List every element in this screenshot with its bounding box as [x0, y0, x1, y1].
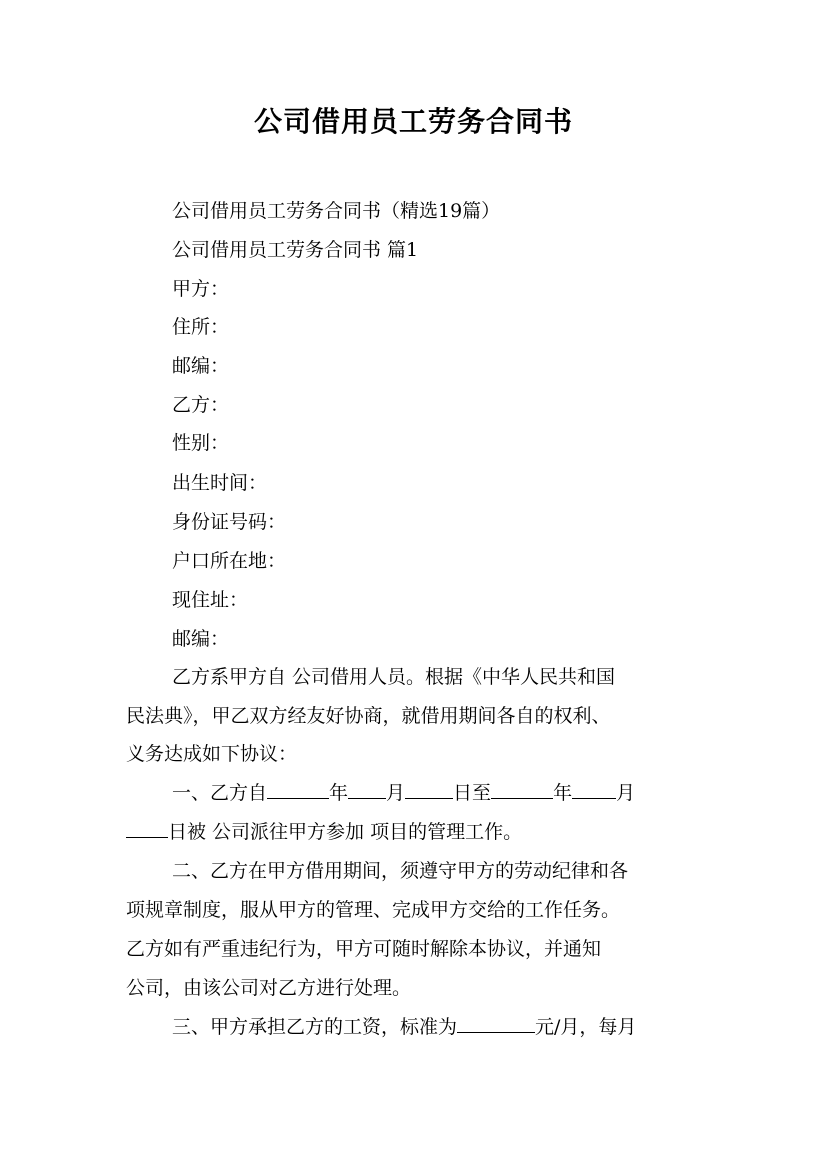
clause-1-text-end-month: 月	[616, 782, 636, 804]
field-party-a: 甲方：	[172, 278, 230, 300]
clause-1-line-2	[126, 817, 522, 847]
clause-3-line-1	[172, 1012, 636, 1042]
field-party-b: 乙方：	[172, 394, 230, 416]
blank-start-month	[348, 780, 386, 799]
intro-line-1: 乙方系甲方自 公司借用人员。根据《中华人民共和国	[172, 666, 616, 688]
clause-1-text-start: 一、乙方自	[172, 782, 268, 804]
blank-salary	[457, 1014, 535, 1033]
blank-end-month	[572, 780, 616, 799]
blank-end-year	[491, 780, 553, 799]
blank-start-day	[405, 780, 453, 799]
field-postcode-a: 邮编：	[172, 355, 230, 377]
field-address: 住所：	[172, 316, 230, 338]
clause-1-text-year: 年	[329, 782, 349, 804]
clause-3-text-start: 三、甲方承担乙方的工资，标准为	[172, 1016, 458, 1038]
field-current-address: 现住址：	[172, 589, 249, 611]
intro-line-3: 义务达成如下协议：	[126, 743, 298, 765]
clause-3-text-unit: 元/月，每月	[535, 1016, 637, 1038]
clause-1-text-month: 月	[386, 782, 406, 804]
document-subtitle: 公司借用员工劳务合同书（精选19篇）	[172, 200, 501, 222]
field-postcode-b: 邮编：	[172, 628, 230, 650]
intro-line-2: 民法典》，甲乙双方经友好协商，就借用期间各自的权利、	[126, 705, 611, 727]
clause-2-line-3: 乙方如有严重违纪行为，甲方可随时解除本协议，并通知	[126, 938, 602, 960]
field-gender: 性别：	[172, 432, 230, 454]
blank-start-year	[267, 780, 329, 799]
field-household-location: 户口所在地：	[172, 550, 287, 572]
field-birth-time: 出生时间：	[172, 472, 268, 494]
field-id-number: 身份证号码：	[172, 511, 287, 533]
clause-1-text-end: 日被 公司派往甲方参加 项目的管理工作。	[168, 821, 523, 843]
clause-2-line-4: 公司，由该公司对乙方进行处理。	[126, 977, 412, 999]
clause-1-text-day-to: 日至	[453, 782, 492, 804]
clause-1-line-1	[172, 778, 635, 808]
blank-end-day	[126, 819, 168, 838]
clause-1-text-end-year: 年	[553, 782, 573, 804]
clause-2-line-1: 二、乙方在甲方借用期间，须遵守甲方的劳动纪律和各	[172, 860, 629, 882]
clause-2-line-2: 项规章制度，服从甲方的管理、完成甲方交给的工作任务。	[126, 899, 621, 921]
document-title: 公司借用员工劳务合同书	[253, 105, 573, 138]
article-heading: 公司借用员工劳务合同书 篇1	[172, 239, 419, 261]
